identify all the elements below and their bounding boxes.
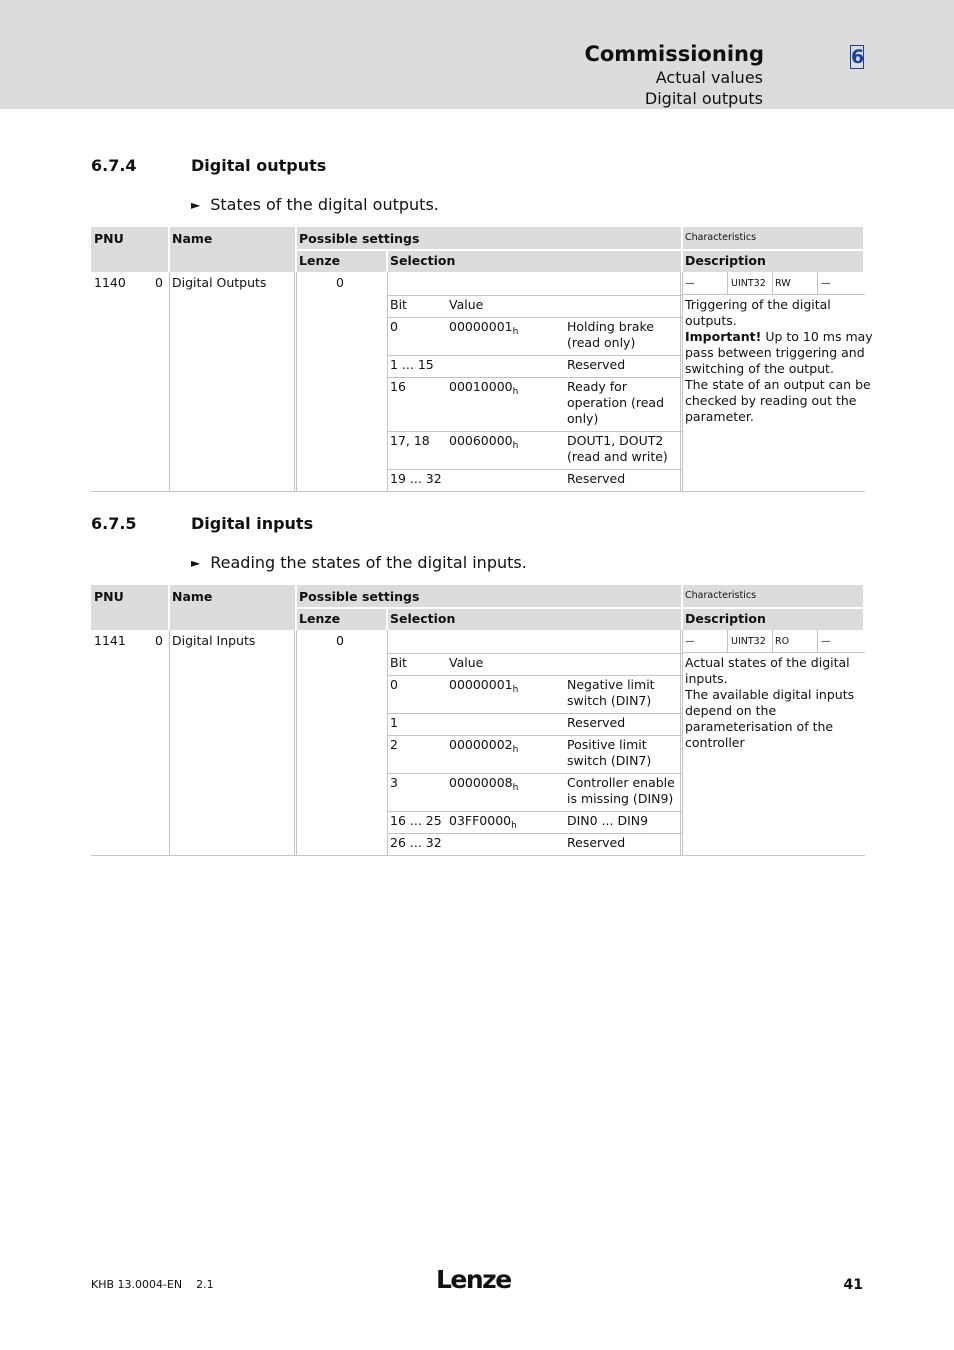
divider xyxy=(727,630,728,652)
bit-meaning: Ready for operation (read only) xyxy=(567,379,665,426)
header-lenze: Lenze xyxy=(299,253,341,268)
characteristic-cell: — xyxy=(821,636,831,647)
characteristic-cell: — xyxy=(821,278,831,289)
divider xyxy=(387,272,388,491)
bit-number: 3 xyxy=(390,775,398,790)
section-number: 6.7.5 xyxy=(91,514,137,533)
divider xyxy=(294,630,295,855)
divider xyxy=(296,272,297,491)
lead-text: ► Reading the states of the digital inputs. xyxy=(191,553,527,572)
divider xyxy=(680,272,681,491)
divider xyxy=(387,675,682,676)
bit-value: $00000001_h$ xyxy=(449,677,519,695)
triangle-bullet-icon: ► xyxy=(191,556,201,570)
subindex-value: 0 xyxy=(155,633,163,648)
divider xyxy=(387,431,682,432)
header-subtitle-2: Digital outputs xyxy=(644,89,763,108)
bit-value: $00060000_h$ xyxy=(449,433,519,451)
lenze-default-value: 0 xyxy=(336,275,344,290)
divider xyxy=(772,272,773,294)
parameter-table xyxy=(91,585,865,856)
divider xyxy=(387,355,682,356)
bit-number: 2 xyxy=(390,737,398,752)
divider xyxy=(680,630,681,855)
bit-value: $00000001_h$ xyxy=(449,319,519,337)
divider xyxy=(294,272,295,491)
parameter-name: Digital Inputs xyxy=(172,633,256,648)
divider xyxy=(682,630,683,855)
section-title: Digital inputs xyxy=(191,514,314,533)
parameter-description: Actual states of the digital inputs. The available digital inputs depend on the parameterisation of the controller xyxy=(685,655,855,750)
footer-doc-info: KHB 13.0004-EN 2.1 xyxy=(91,1278,214,1291)
bit-number: 26 ... 32 xyxy=(390,835,442,850)
divider xyxy=(387,773,682,774)
header-selection: Selection xyxy=(390,253,456,268)
bit-meaning: Reserved xyxy=(567,357,626,372)
chapter-title: Commissioning xyxy=(584,42,764,66)
parameter-description: Triggering of the digital outputs. Important! Up to 10 ms may pass between triggering and switching of the output. The state of an output can be checked by reading out the parameter. xyxy=(685,297,873,424)
divider xyxy=(387,469,682,470)
divider xyxy=(682,272,683,491)
divider xyxy=(817,630,818,652)
bit-value: $00000008_h$ xyxy=(449,775,519,793)
bit-meaning: Reserved xyxy=(567,715,626,730)
characteristic-cell: — xyxy=(685,278,695,289)
header-characteristics: Characteristics xyxy=(685,232,757,243)
bit-meaning: DIN0 ... DIN9 xyxy=(567,813,649,828)
parameter-table xyxy=(91,227,873,492)
divider xyxy=(387,713,682,714)
divider xyxy=(387,630,388,855)
header-name: Name xyxy=(172,589,213,604)
header-possible-settings: Possible settings xyxy=(299,589,420,604)
characteristic-cell: UINT32 xyxy=(731,636,766,647)
bit-meaning: DOUT1, DOUT2 (read and write) xyxy=(567,433,668,464)
divider xyxy=(387,295,682,296)
divider xyxy=(169,630,170,855)
divider xyxy=(682,294,865,295)
triangle-bullet-icon: ► xyxy=(191,198,201,212)
subindex-value: 0 xyxy=(155,275,163,290)
characteristic-cell: RO xyxy=(775,636,790,647)
table-bottom-border xyxy=(91,491,865,492)
header-selection: Selection xyxy=(390,611,456,626)
header-description: Description xyxy=(685,253,766,268)
divider xyxy=(772,630,773,652)
chapter-number-link[interactable]: 6 xyxy=(851,46,865,68)
bit-meaning: Negative limit switch (DIN7) xyxy=(567,677,655,708)
lead-text: ► States of the digital outputs. xyxy=(191,195,439,214)
characteristic-cell: — xyxy=(685,636,695,647)
value-header: Value xyxy=(449,297,484,312)
bit-number: 19 ... 32 xyxy=(390,471,442,486)
bit-meaning: Controller enable is missing (DIN9) xyxy=(567,775,675,806)
table-bottom-border xyxy=(91,855,865,856)
bit-number: 16 ... 25 xyxy=(390,813,442,828)
divider xyxy=(387,653,682,654)
bit-header: Bit xyxy=(390,655,407,670)
divider xyxy=(682,652,865,653)
header-subtitle-1: Actual values xyxy=(655,68,763,87)
characteristic-cell: UINT32 xyxy=(731,278,766,289)
header-characteristics: Characteristics xyxy=(685,590,757,601)
header-name: Name xyxy=(172,231,213,246)
header-possible-settings: Possible settings xyxy=(299,231,420,246)
value-header: Value xyxy=(449,655,484,670)
divider xyxy=(169,272,170,491)
page-number: 41 xyxy=(843,1277,863,1293)
lenze-logo: Lenze xyxy=(436,1265,511,1294)
page-header xyxy=(0,0,954,109)
bit-number: 0 xyxy=(390,677,398,692)
header-pnu: PNU xyxy=(94,231,124,246)
bit-number: 1 xyxy=(390,715,398,730)
divider xyxy=(387,317,682,318)
divider xyxy=(817,272,818,294)
characteristic-cell: RW xyxy=(775,278,791,289)
header-pnu: PNU xyxy=(94,589,124,604)
section-title: Digital outputs xyxy=(191,156,327,175)
parameter-name: Digital Outputs xyxy=(172,275,267,290)
bit-number: 0 xyxy=(390,319,398,334)
divider xyxy=(387,811,682,812)
bit-meaning: Positive limit switch (DIN7) xyxy=(567,737,652,768)
divider xyxy=(387,735,682,736)
bit-number: 16 xyxy=(390,379,406,394)
divider xyxy=(387,377,682,378)
bit-value: $00000002_h$ xyxy=(449,737,519,755)
header-lenze: Lenze xyxy=(299,611,341,626)
bit-number: 17, 18 xyxy=(390,433,430,448)
lenze-default-value: 0 xyxy=(336,633,344,648)
bit-number: 1 ... 15 xyxy=(390,357,434,372)
bit-meaning: Reserved xyxy=(567,471,626,486)
divider xyxy=(727,272,728,294)
header-description: Description xyxy=(685,611,766,626)
divider xyxy=(296,630,297,855)
divider xyxy=(387,833,682,834)
bit-header: Bit xyxy=(390,297,407,312)
bit-value: $00010000_h$ xyxy=(449,379,519,397)
bit-meaning: Reserved xyxy=(567,835,626,850)
pnu-value: 1141 xyxy=(94,633,126,648)
pnu-value: 1140 xyxy=(94,275,126,290)
bit-meaning: Holding brake (read only) xyxy=(567,319,654,350)
section-number: 6.7.4 xyxy=(91,156,137,175)
bit-value: $03FF0000_h$ xyxy=(449,813,517,831)
